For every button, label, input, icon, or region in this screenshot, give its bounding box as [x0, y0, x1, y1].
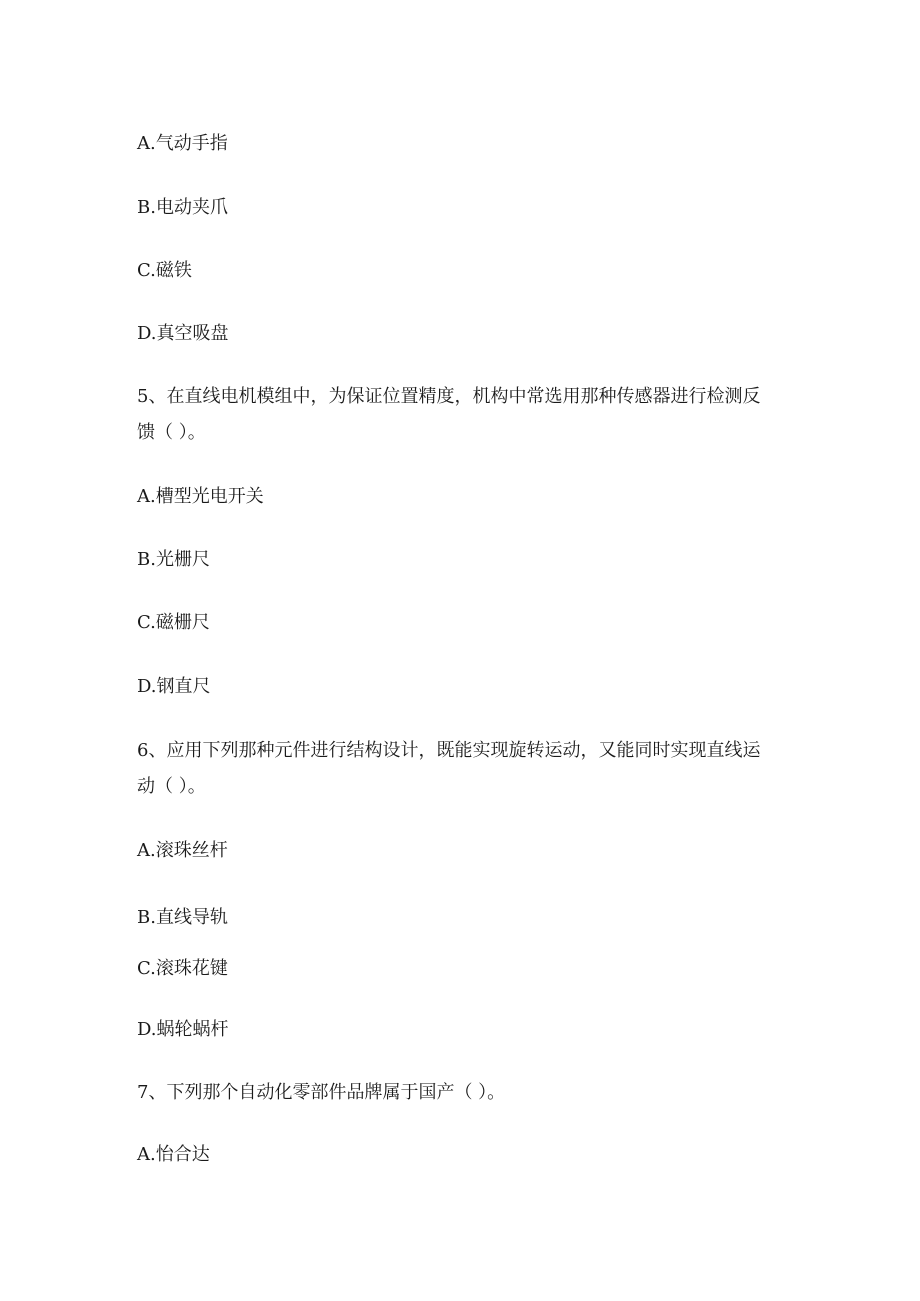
q4-option-d: D.真空吸盘 — [137, 323, 229, 344]
q7-option-a: A.怡合达 — [137, 1144, 210, 1165]
q6-option-c: C.滚珠花键 — [137, 958, 228, 979]
q5-stem-line2: 馈（ ）。 — [137, 422, 206, 443]
q6-option-b: B.直线导轨 — [137, 907, 228, 928]
q4-option-c: C.磁铁 — [137, 260, 192, 281]
q5-option-a: A.槽型光电开关 — [137, 486, 264, 507]
q6-option-d: D.蜗轮蜗杆 — [137, 1019, 229, 1040]
q5-stem-line1: 5、在直线电机模组中，为保证位置精度，机构中常选用那种传感器进行检测反 — [137, 386, 761, 407]
q4-option-b: B.电动夹爪 — [137, 197, 228, 218]
q6-stem-line1: 6、应用下列那种元件进行结构设计，既能实现旋转运动，又能同时实现直线运 — [137, 740, 761, 761]
q6-stem-line2: 动（ ）。 — [137, 776, 206, 797]
q6-option-a: A.滚珠丝杆 — [137, 840, 228, 861]
q5-option-b: B.光栅尺 — [137, 549, 210, 570]
q4-option-a: A.气动手指 — [137, 133, 228, 154]
q5-option-c: C.磁栅尺 — [137, 612, 210, 633]
q7-stem: 7、下列那个自动化零部件品牌属于国产（ ）。 — [137, 1082, 506, 1103]
q5-option-d: D.钢直尺 — [137, 676, 211, 697]
